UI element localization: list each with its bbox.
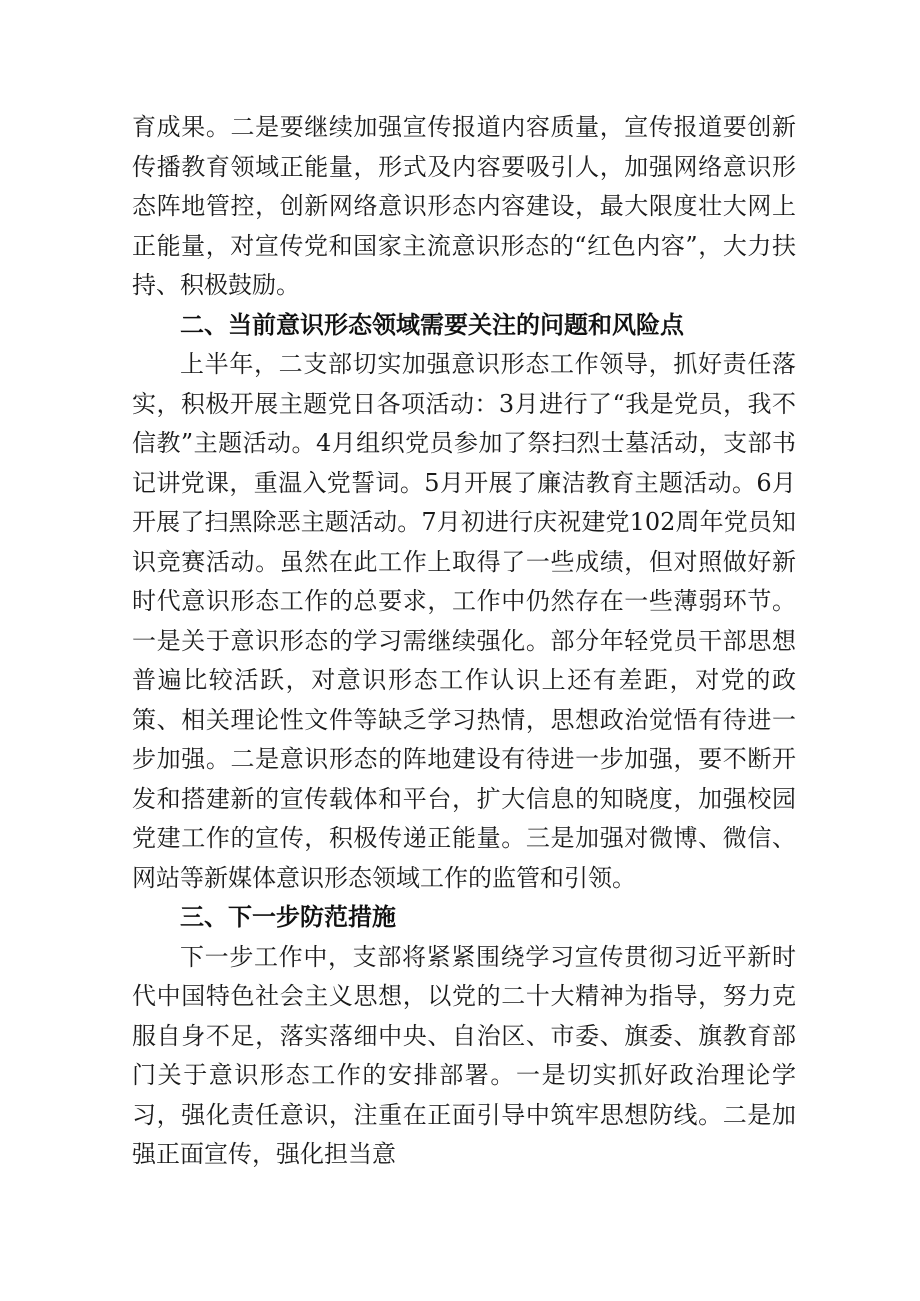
paragraph-continuation: 育成果。二是要继续加强宣传报道内容质量，宣传报道要创新传播教育领域正能量，形式及内容要吸引人，加强网络意识形态阵地管控，创新网络意识形态内容建设，最大限度壮大网上正能量，对宣传党和国家主流意识形态的“红色内容”，大力扶持、积极鼓励。 — [132, 113, 796, 299]
paragraph-next-steps: 下一步工作中，支部将紧紧围绕学习宣传贯彻习近平新时代中国特色社会主义思想，以党的二十大精神为指导，努力克服自身不足，落实落细中央、自治区、市委、旗委、旗教育部门关于意识形态工作的安排部署。一是切实抓好政治理论学习，强化责任意识，注重在正面引导中筑牢思想防线。二是加强正面宣传，强化担当意 — [132, 942, 796, 1168]
section-heading-next-steps: 三、下一步防范措施 — [180, 903, 396, 931]
document-body — [132, 108, 796, 1175]
section-heading-risks: 二、当前意识形态领域需要关注的问题和风险点 — [180, 310, 684, 339]
paragraph-first-half-work: 上半年，二支部切实加强意识形态工作领导，抓好责任落实，积极开展主题党日各项活动：3月进行了“我是党员，我不信教”主题活动。4月组织党员参加了祭扫烈士墓活动，支部书记讲党课，重温入党誓词。5月开展了廉洁教育主题活动。6月开展了扫黑除恶主题活动。7月初进行庆祝建党102周年党员知识竞赛活动。虽然在此工作上取得了一些成绩，但对照做好新时代意识形态工作的总要求，工作中仍然存在一些薄弱环节。一是关于意识形态的学习需继续强化。部分年轻党员干部思想普遍比较活跃，对意识形态工作认识上还有差距，对党的政策、相关理论性文件等缺乏学习热情，思想政治觉悟有待进一步加强。二是意识形态的阵地建设有待进一步加强，要不断开发和搭建新的宣传载体和平台，扩大信息的知晓度，加强校园党建工作的宣传，积极传递正能量。三是加强对微博、微信、网站等新媒体意识形态领域工作的监管和引领。 — [132, 350, 796, 892]
